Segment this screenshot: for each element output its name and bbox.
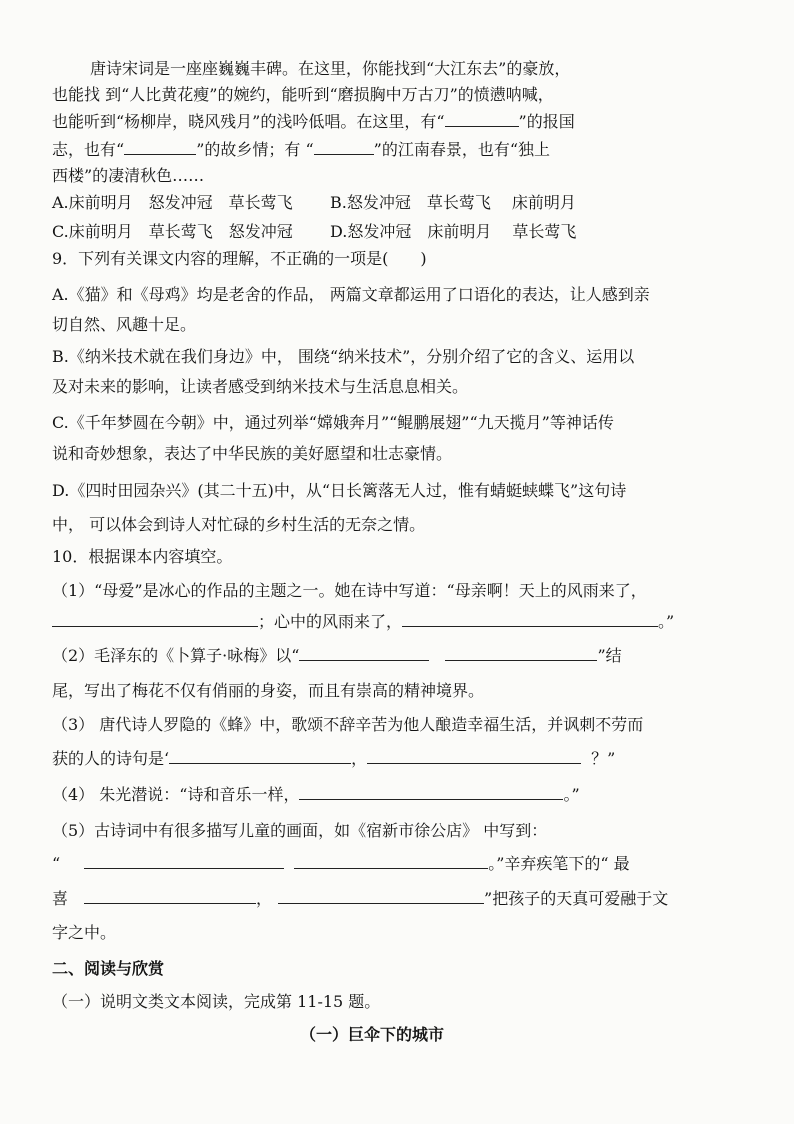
q10-part-5-xi: 喜: [52, 889, 69, 908]
passage-line-3-text: 也能听到“杨柳岸，晓风残月”的浅吟低唱。在这里，有“: [52, 112, 445, 131]
q10-part-5-line-4: 字之中。: [52, 923, 117, 942]
answer-blank[interactable]: [299, 646, 429, 661]
q10-part-5-open: “: [52, 854, 61, 873]
answer-blank[interactable]: [52, 612, 258, 627]
option-b[interactable]: B.怒发冲冠 草长莺飞 床前明月: [330, 193, 576, 212]
passage-line-4: [52, 139, 550, 161]
q10-part-4-text: （4） 朱光潜说：“诗和音乐一样，: [52, 785, 300, 804]
answer-blank[interactable]: [169, 749, 351, 764]
question-9-stem: 9．下列有关课文内容的理解，不正确的一项是( ): [52, 249, 427, 268]
q9-option-c-line-2: 说和奇妙想象，表达了中华民族的美好愿望和壮志豪情。: [52, 444, 453, 463]
passage-line-5: 西楼”的凄清秋色……: [52, 166, 205, 185]
q10-part-2-text: （2）毛泽东的《卜算子·咏梅》以“: [52, 646, 300, 665]
q9-option-d-line-2: 中， 可以体会到诗人对忙碌的乡村生活的无奈之情。: [52, 515, 426, 534]
q10-part-1-mid: ；心中的风雨来了，: [258, 612, 403, 631]
q9-option-d-line-1[interactable]: D.《四时田园杂兴》(其二十五)中，从“日长篱落无人过，惟有蜻蜓蛱蝶飞”这句诗: [52, 481, 627, 500]
passage-line-3-tail: ”的报国: [518, 112, 575, 131]
q10-part-2-line-2: 尾，写出了梅花不仅有俏丽的身姿，而且有崇高的精神境界。: [52, 681, 485, 700]
option-a[interactable]: A.床前明月 怒发冲冠 草长莺飞: [52, 193, 293, 212]
answer-blank[interactable]: [314, 140, 374, 155]
q10-part-3-line-1: （3） 唐代诗人罗隐的《蜂》中，歌颂不辞辛苦为他人酿造幸福生活，并讽刺不劳而: [52, 715, 644, 734]
answer-blank[interactable]: [445, 112, 519, 127]
section-heading: 二、阅读与欣赏: [52, 959, 165, 978]
q10-part-5-line-3: [52, 888, 668, 910]
q9-option-b-line-2: 及对未来的影响，让读者感受到纳米技术与生活息息相关。: [52, 377, 469, 396]
q10-part-3-comma: ，: [351, 749, 368, 768]
q10-part-5-line-2: [52, 853, 630, 875]
answer-blank[interactable]: [124, 140, 196, 155]
question-10-stem: 10．根据课本内容填空。: [52, 547, 233, 566]
passage-line-4-mid: ”的故乡情；有 “: [196, 140, 314, 159]
article-title: （一）巨伞下的城市: [300, 1025, 445, 1044]
q10-part-1-end: 。”: [658, 612, 675, 631]
passage-line-3: [52, 111, 575, 133]
q10-part-1-line-1: （1）“母爱”是冰心的作品的主题之一。她在诗中写道：“母亲啊！天上的风雨来了，: [52, 581, 647, 600]
answer-blank[interactable]: [278, 889, 484, 904]
q9-option-c-line-1[interactable]: C.《千年梦圆在今朝》中，通过列举“嫦娥奔月”“鲲鹏展翅”“九天揽月”等神话传: [52, 413, 614, 432]
q10-part-2-tail: ”结: [597, 646, 622, 665]
q10-part-3-line-2: [52, 748, 615, 770]
q10-part-2-line-1: [52, 645, 622, 667]
passage-line-4-tail: ”的江南春景，也有“独上: [373, 140, 551, 159]
answer-blank[interactable]: [299, 785, 563, 800]
section-subheading: （一）说明文类文本阅读，完成第 11-15 题。: [52, 992, 381, 1011]
passage-line-1: 唐诗宋词是一座座巍巍丰碑。在这里，你能找到“大江东去”的豪放，: [90, 59, 571, 78]
q10-part-3-text: 获的人的诗句是‘: [52, 749, 170, 768]
q9-option-a-line-2: 切自然、风趣十足。: [52, 315, 197, 334]
q10-part-4: [52, 784, 580, 806]
passage-line-4-text: 志，也有“: [52, 140, 125, 159]
q10-part-3-end: ？”: [591, 749, 616, 768]
q9-option-a-line-1[interactable]: A.《猫》和《母鸡》均是老舍的作品， 两篇文章都运用了口语化的表达，让人感到亲: [52, 285, 650, 304]
q10-part-5-line-1: （5）古诗词中有很多描写儿童的画面，如《宿新市徐公店》 中写到：: [52, 821, 548, 840]
answer-blank[interactable]: [294, 854, 488, 869]
q9-option-b-line-1[interactable]: B.《纳米技术就在我们身边》中， 围绕“纳米技术”，分别介绍了它的含义、运用以: [52, 347, 635, 366]
answer-blank[interactable]: [367, 749, 581, 764]
q10-part-5-tail: ”把孩子的天真可爱融于文: [484, 889, 669, 908]
passage-line-2: 也能找 到“人比黄花瘦”的婉约，能听到“磨损胸中万古刀”的愤懑呐喊，: [52, 85, 554, 104]
option-c[interactable]: C.床前明月 草长莺飞 怒发冲冠: [52, 222, 293, 241]
option-d[interactable]: D.怒发冲冠 床前明月 草长莺飞: [330, 222, 577, 241]
answer-blank[interactable]: [402, 612, 658, 627]
q10-part-5-mid: 。”辛弃疾笔下的“ 最: [488, 854, 630, 873]
q10-part-5-comma: ，: [256, 889, 273, 908]
answer-blank[interactable]: [445, 646, 597, 661]
q10-part-1-line-2: [52, 611, 674, 633]
answer-blank[interactable]: [84, 889, 256, 904]
q10-part-4-end: 。”: [563, 785, 580, 804]
answer-blank[interactable]: [84, 854, 284, 869]
